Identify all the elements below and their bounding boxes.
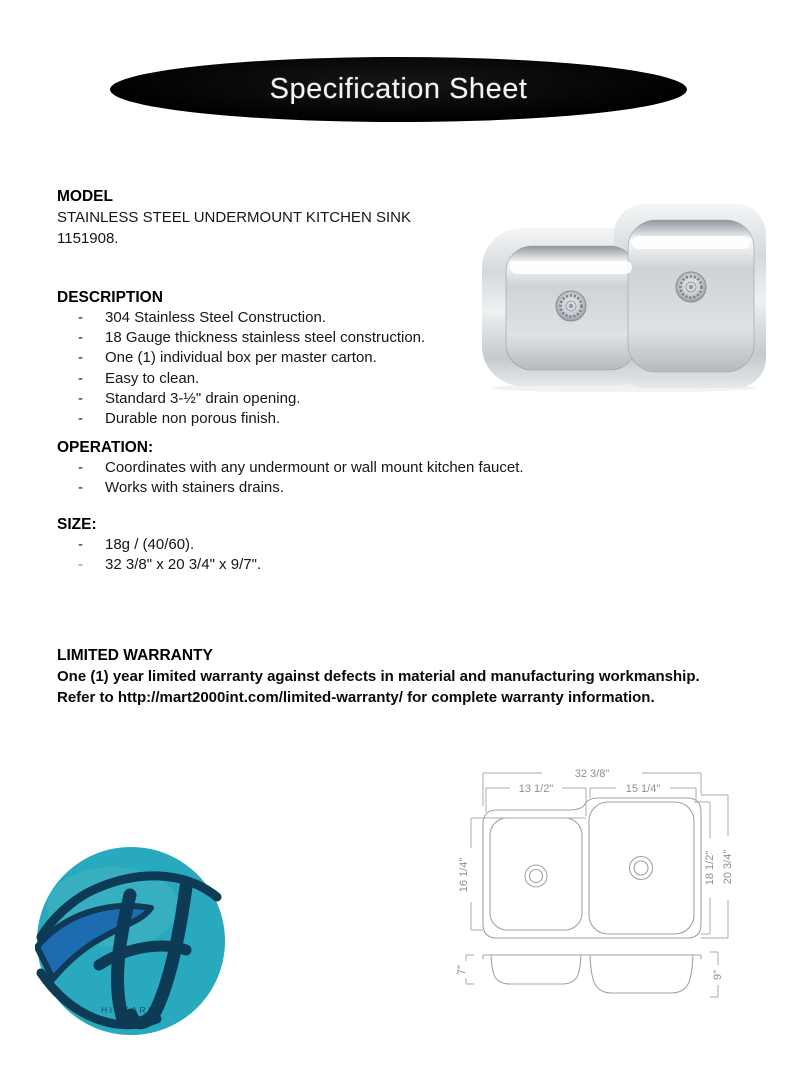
model-number: 1151908.	[57, 230, 119, 247]
list-item: - 18g / (40/60).	[57, 535, 261, 555]
size-heading: SIZE:	[57, 516, 97, 533]
dim-left-bowl-depth	[456, 955, 474, 984]
dim-left-bowl-length	[458, 818, 586, 930]
size-list	[57, 535, 261, 575]
description-section	[57, 287, 425, 429]
dim-overall-width	[483, 768, 701, 806]
top-view-left-drain-icon	[525, 865, 547, 887]
svg-text:13 1/2": 13 1/2"	[518, 783, 554, 795]
bullet-dash: -	[78, 309, 83, 326]
bullet-dash: -	[78, 369, 83, 387]
top-view-right-drain-icon	[630, 857, 653, 880]
brand-logo	[35, 845, 227, 1037]
left-bowl-highlight	[510, 261, 632, 274]
svg-text:16 1/4": 16 1/4"	[458, 857, 470, 893]
top-view-left-bowl	[490, 818, 582, 930]
operation-heading: OPERATION:	[57, 439, 154, 456]
svg-text:18 1/2": 18 1/2"	[704, 850, 716, 886]
model-section	[57, 186, 411, 249]
model-heading: MODEL	[57, 188, 113, 205]
bullet-dash: -	[78, 349, 83, 367]
title-banner	[110, 57, 687, 122]
warranty-line: One (1) year limited warranty against defects in material and manufacturing workmanship.	[57, 668, 700, 685]
dim-right-bowl-depth	[710, 952, 724, 997]
svg-text:15 1/4": 15 1/4"	[625, 783, 661, 795]
svg-text:20 3/4": 20 3/4"	[722, 849, 734, 885]
stainless-sink-photo	[478, 200, 770, 392]
description-list	[57, 308, 425, 429]
list-item: - 32 3/8" x 20 3/4" x 9/7".	[57, 555, 261, 575]
right-bowl-highlight	[632, 236, 750, 249]
left-drain-icon	[556, 291, 586, 321]
size-section	[57, 514, 261, 575]
list-item: - 304 Stainless Steel Construction.	[57, 308, 425, 328]
hickarus-logo-icon	[35, 845, 227, 1037]
list-item: - 18 Gauge thickness stainless steel construction.	[57, 328, 425, 348]
dim-left-bowl-width	[486, 783, 586, 816]
warranty-heading: LIMITED WARRANTY	[57, 647, 213, 664]
svg-text:7": 7"	[456, 964, 468, 976]
dimension-diagram	[438, 752, 790, 1017]
warranty-section	[57, 645, 700, 708]
dim-right-bowl-length	[694, 802, 716, 934]
list-item: - Durable non porous finish.	[57, 409, 425, 429]
product-photo	[478, 200, 770, 392]
operation-section	[57, 437, 524, 498]
side-view	[483, 955, 701, 993]
operation-list	[57, 458, 524, 498]
bullet-dash: -	[78, 479, 83, 497]
product-name: STAINLESS STEEL UNDERMOUNT KITCHEN SINK	[57, 209, 411, 226]
svg-text:9": 9"	[712, 969, 724, 981]
sink-dimension-drawing	[438, 752, 790, 1017]
svg-text:32 3/8": 32 3/8"	[574, 768, 610, 780]
page-title: Specification Sheet	[269, 73, 528, 105]
top-view-right-bowl	[589, 802, 694, 934]
logo-brand-text: HICKARUS	[101, 1005, 165, 1015]
list-item: - Coordinates with any undermount or wall mount kitchen faucet.	[57, 458, 524, 478]
bullet-dash: -	[78, 329, 83, 347]
bullet-dash: -	[78, 536, 83, 553]
list-item: - Standard 3-½" drain opening.	[57, 389, 425, 409]
list-item: - One (1) individual box per master carton.	[57, 348, 425, 368]
list-item: - Works with stainers drains.	[57, 478, 524, 498]
bullet-dash: -	[78, 389, 83, 407]
description-heading: DESCRIPTION	[57, 289, 163, 306]
top-view-rim-outline	[483, 798, 701, 938]
list-item: - Easy to clean.	[57, 369, 425, 389]
bullet-dash: -	[78, 556, 83, 574]
warranty-line: Refer to http://mart2000int.com/limited-warranty/ for complete warranty information.	[57, 689, 655, 706]
bullet-dash: -	[78, 459, 83, 476]
right-drain-icon	[676, 272, 706, 302]
bullet-dash: -	[78, 410, 83, 428]
